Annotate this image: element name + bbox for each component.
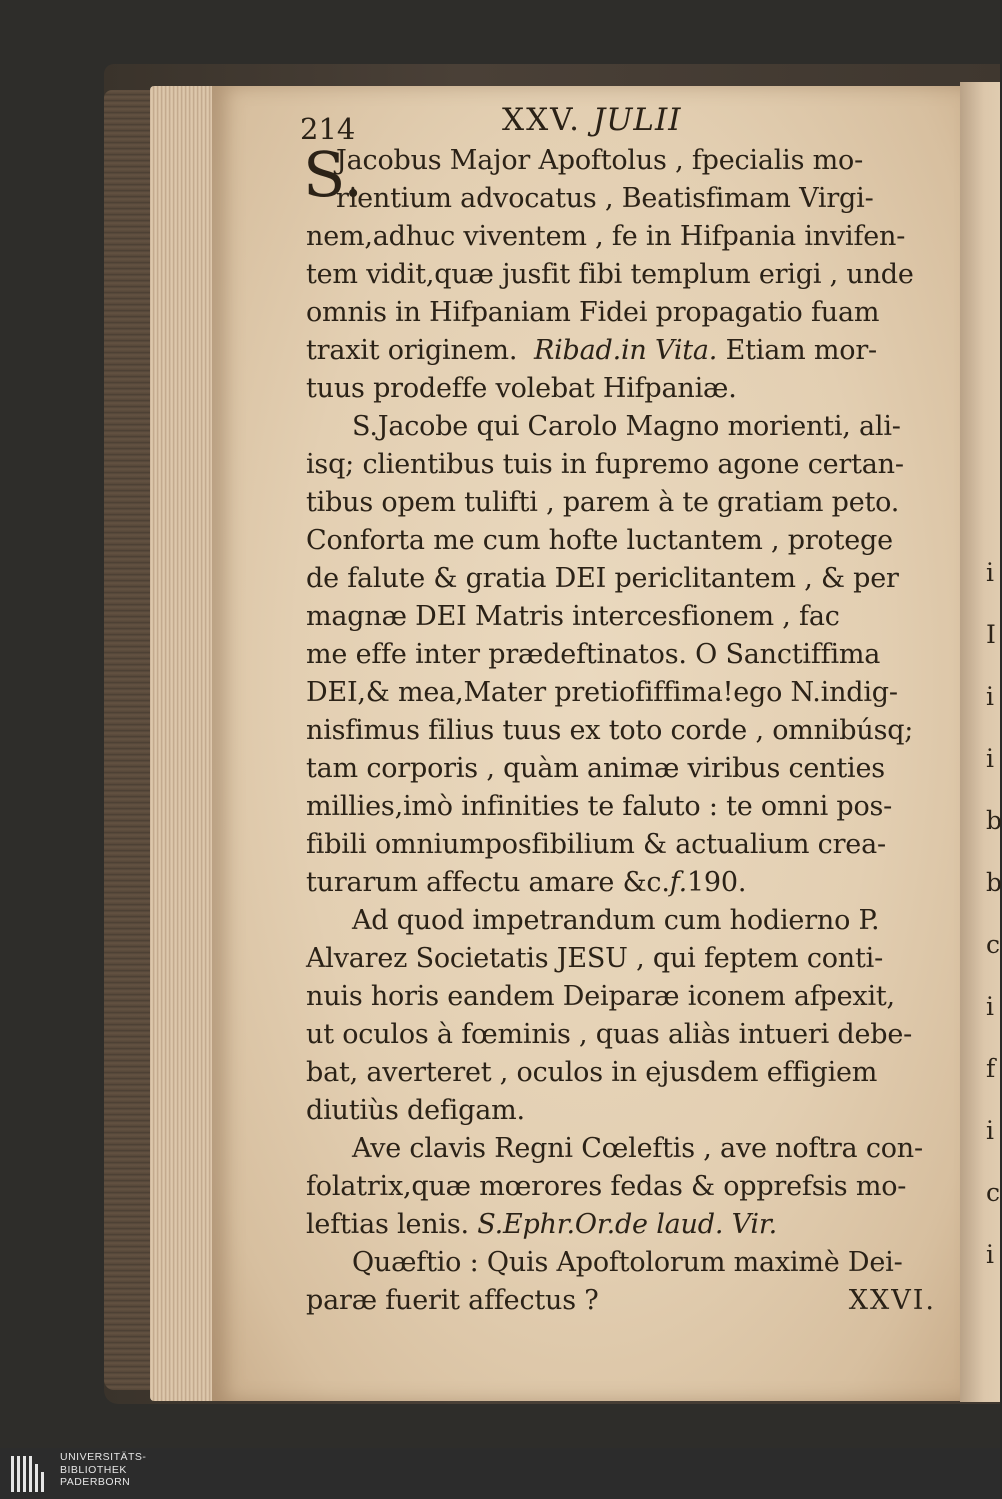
text-line: me effe inter prædeftinatos. O Sanctiffima [306,639,881,670]
text-line: rientium advocatus , Beatisfimam Virgi- [336,183,874,214]
facing-page-fragment: i [986,558,994,587]
text-line: bat, averteret , oculos in ejusdem effigiem [306,1057,878,1088]
facing-page-fragment: b [986,868,1002,897]
facing-page-fragment: c [986,930,1001,959]
facing-page-fragment: i [986,682,994,711]
text-line: tuus prodeffe volebat Hifpaniæ. [306,373,737,404]
running-title [502,102,681,138]
paragraph-1 [306,142,946,408]
text-line: isq; clientibus tuis in fupremo agone certan- [306,449,904,480]
text-line: fibili omniumposfibilium & actualium crea- [306,829,886,860]
text-line: tibus opem tulifti , parem à te gratiam peto. [306,487,900,518]
paragraph-4 [306,1130,946,1244]
facing-page-fragment: i [986,1116,994,1145]
facing-page-fragment: I [986,620,996,649]
folio-number: 190. [686,867,747,898]
text-line [306,1282,946,1320]
text-line: de falute & gratia DEI periclitantem , & per [306,563,899,594]
paragraph-5-question [306,1244,946,1320]
text-line [306,332,946,370]
facing-page-fragment: i [986,1240,994,1269]
library-logo-text [60,1451,146,1489]
paragraph-2-prayer [306,408,946,902]
facing-page-fragment: b [986,806,1002,835]
text-line: magnæ DEI Matris intercesfionem , fac [306,601,840,632]
running-title-month: JULII [592,102,682,138]
text-line: S.Jacobe qui Carolo Magno morienti, ali- [352,411,901,442]
text-line: nisfimus filius tuus ex toto corde , omnibúsq; [306,715,914,746]
text-segment: turarum affectu amare &c. [306,867,670,898]
running-title-day: XXV. [502,102,581,138]
text-line: DEI,& mea,Mater pretiofiffima!ego N.indig- [306,677,898,708]
text-line: Ad quod impetrandum cum hodierno P. [352,905,880,936]
text-line: Conforta me cum hofte luctantem , protege [306,525,893,556]
text-line: tam corporis , quàm animæ viribus centies [306,753,885,784]
text-line [306,1206,946,1244]
text-line: ut oculos à fœminis , quas aliàs intueri debe- [306,1019,913,1050]
text-line: Ave clavis Regni Cœleftis , ave noftra con- [352,1133,923,1164]
text-line: nuis horis eandem Deiparæ iconem afpexit, [306,981,895,1012]
citation: Ribad.in Vita. [533,335,718,366]
logo-line: PADERBORN [60,1476,131,1488]
paragraph-3 [306,902,946,1130]
facing-page-fragment: i [986,744,994,773]
page-number: 214 [300,112,356,146]
facing-page-fragment: i [986,992,994,1021]
page-header [300,100,946,146]
text-line: folatrix,quæ mœrores fedas & opprefsis mo- [306,1171,907,1202]
logo-line: UNIVERSITÄTS- [60,1451,147,1463]
facing-page-text-fragments [986,560,1000,1304]
folio-reference: f. [669,867,687,898]
footer-bar [0,1448,1000,1499]
text-segment: Etiam mor- [725,335,877,366]
facing-page-fragment: f [986,1054,996,1083]
catchword: XXVI. [848,1285,936,1316]
text-segment: traxit originem. [306,335,518,366]
page-text-block [300,100,946,1320]
text-segment: leftias lenis. [306,1209,469,1240]
text-line: omnis in Hifpaniam Fidei propagatio fuam [306,297,880,328]
facing-page-fragment: c [986,1178,1001,1207]
library-logo-icon [7,1450,55,1498]
text-line: Alvarez Societatis JESU , qui feptem conti- [306,943,884,974]
citation: S.Ephr.Or.de laud. Vir. [477,1209,777,1240]
drop-cap: S. [303,138,363,211]
text-line: Quæftio : Quis Apoftolorum maximè Dei- [352,1247,903,1278]
text-segment: paræ fuerit affectus ? [306,1285,599,1316]
text-line: tem vidit,quæ jusfit fibi templum erigi , unde [306,259,914,290]
text-line: Jacobus Major Apoftolus , fpecialis mo- [336,145,864,176]
text-line: nem,adhuc viventem , fe in Hifpania invifen- [306,221,906,252]
text-line [306,864,946,902]
text-line: millies,imò infinities te faluto : te omni pos- [306,791,893,822]
text-line: diutiùs defigam. [306,1095,525,1126]
logo-line: BIBLIOTHEK [60,1463,127,1476]
